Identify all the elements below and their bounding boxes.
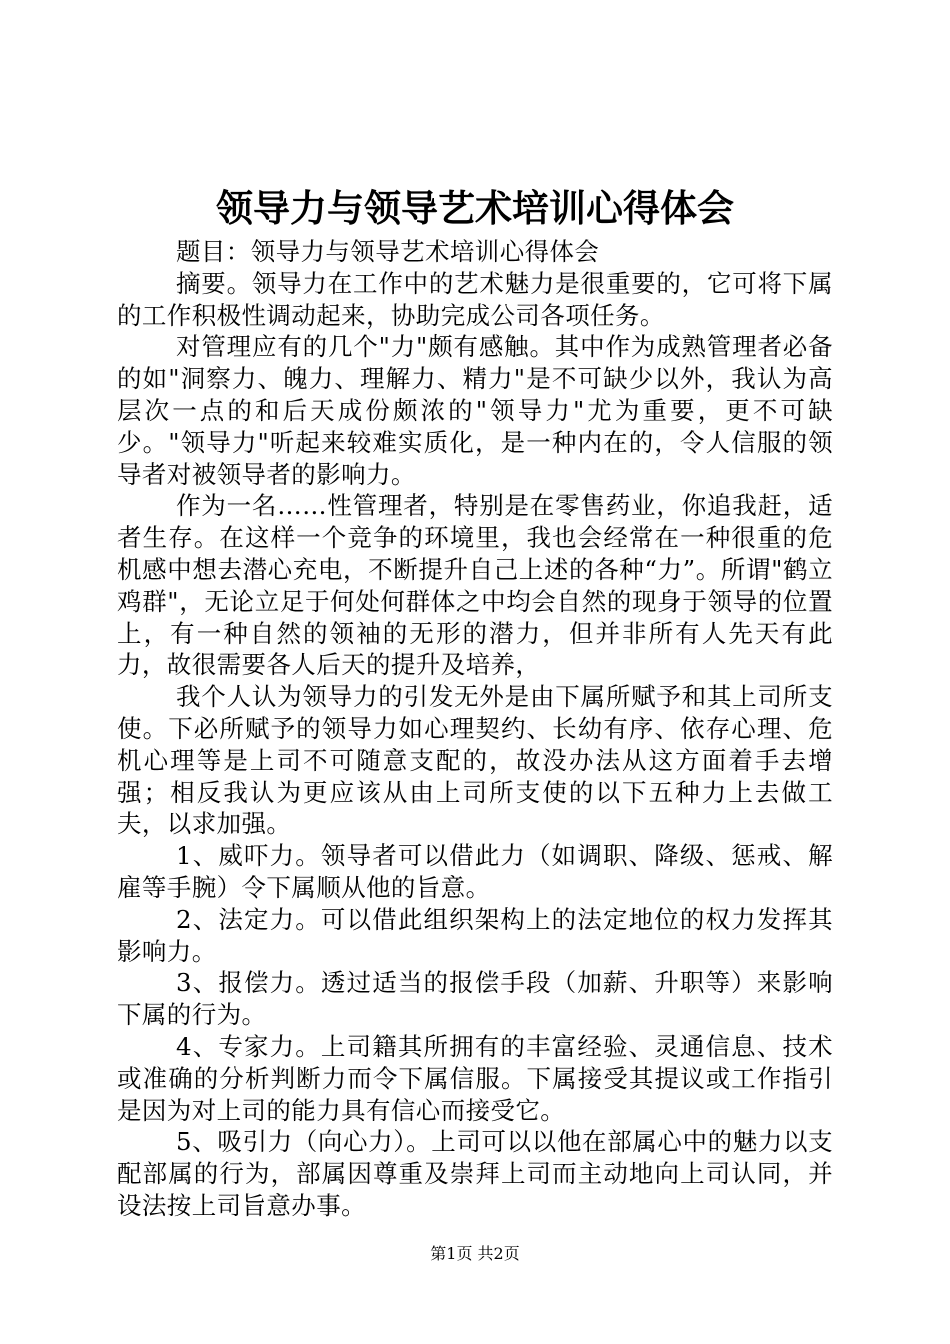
paragraph: 作为一名……性管理者，特别是在零售药业，你追我赶，适者生存。在这样一个竞争的环境里，我也会经常在一种很重的危机感中想去潜心充电，不断提升自己上述的各种“力”。所谓"鹤立鸡群"，无论立足于何处何群体之中均会自然的现身于领导的位置上，有一种自然的领袖的无形的潜力，但并非所有人先天有此力，故很需要各人后天的提升及培养， bbox=[117, 491, 833, 680]
page-number-footer: 第1页 共2页 bbox=[430, 1244, 520, 1263]
document-title: 领导力与领导艺术培训心得体会 bbox=[216, 186, 734, 230]
document-body bbox=[117, 236, 833, 1222]
paragraph-subject: 题目：领导力与领导艺术培训心得体会 bbox=[176, 237, 600, 266]
list-item: 1、威吓力。领导者可以借此力（如调职、降级、惩戒、解雇等手腕）令下属顺从他的旨意。 bbox=[117, 841, 833, 902]
list-item: 3、报偿力。透过适当的报偿手段（加薪、升职等）来影响下属的行为。 bbox=[117, 968, 833, 1030]
paragraph: 我个人认为领导力的引发无外是由下属所赋予和其上司所支使。下必所赋予的领导力如心理契约、长幼有序、依存心理、危机心理等是上司不可随意支配的，故没办法从这方面着手去增强；相反我认为更应该从由上司所支使的以下五种力上去做工夫，以求加强。 bbox=[117, 682, 833, 839]
list-item: 5、吸引力（向心力）。上司可以以他在部属心中的魅力以支配部属的行为，部属因尊重及崇拜上司而主动地向上司认同，并设法按上司旨意办事。 bbox=[117, 1127, 833, 1220]
list-item: 2、法定力。可以借此组织架构上的法定地位的权力发挥其影响力。 bbox=[117, 904, 833, 966]
list-item: 4、专家力。上司籍其所拥有的丰富经验、灵通信息、技术或准确的分析判断力而令下属信服。下属接受其提议或工作指引是因为对上司的能力具有信心而接受它。 bbox=[117, 1031, 833, 1125]
paragraph-abstract: 摘要。领导力在工作中的艺术魅力是很重要的，它可将下属的工作积极性调动起来，协助完成公司各项任务。 bbox=[117, 268, 833, 330]
paragraph: 对管理应有的几个"力"颇有感触。其中作为成熟管理者必备的如"洞察力、魄力、理解力、精力"是不可缺少以外，我认为高层次一点的和后天成份颇浓的"领导力"尤为重要，更不可缺少。"领导力"听起来较难实质化，是一种内在的，令人信服的领导者对被领导者的影响力。 bbox=[117, 332, 833, 489]
